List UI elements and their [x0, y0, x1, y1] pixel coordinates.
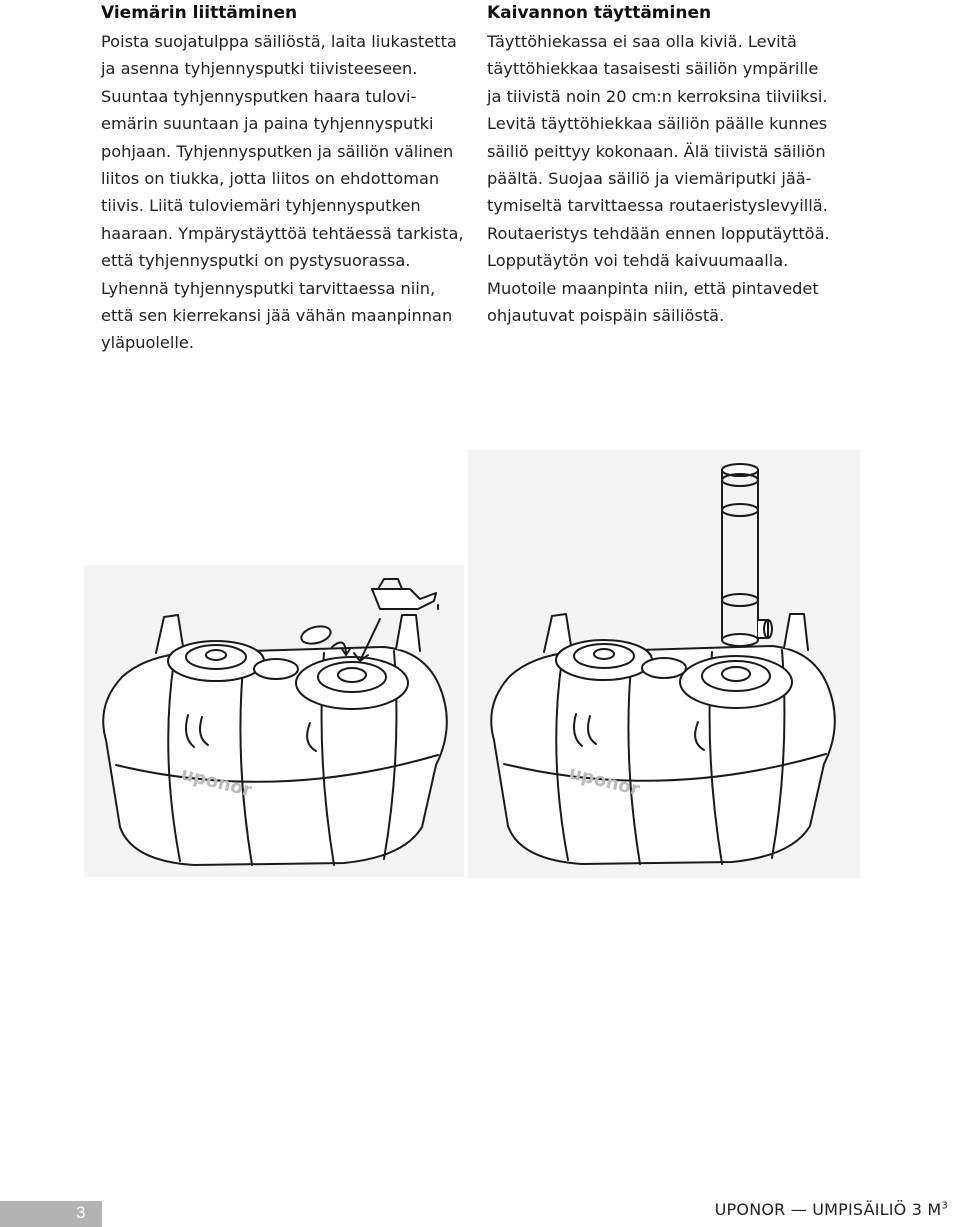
text-line: Levitä täyttöhiekkaa säiliön päälle kunnes [487, 114, 828, 134]
text-line: säiliö peittyy kokonaan. Älä tiivistä säiliön [487, 141, 826, 161]
page-number-bar [0, 1201, 102, 1227]
text-line: Poista suojatulppa säiliöstä, laita liukastetta [101, 32, 457, 51]
section-backfilling [487, 0, 927, 329]
text-line: emärin suuntaan ja paina tyhjennysputki [101, 114, 434, 134]
document-title-superscript: 3 [941, 1200, 948, 1212]
text-line: Routaeristys tehdään ennen lopputäyttöä. [487, 223, 830, 243]
section-heading: Viemärin liittäminen [101, 3, 298, 23]
text-line: tiivis. Liitä tuloviemäri tyhjennysputken [101, 196, 421, 216]
text-line: että sen kierrekansi jää vähän maanpinnan [101, 306, 453, 326]
text-line: Lopputäytön voi tehdä kaivuumaalla. [487, 251, 789, 271]
tank-brand-label: uponor [178, 763, 254, 802]
document-title [715, 1200, 948, 1219]
tank-brand-label: uponor [566, 762, 642, 801]
tank-lubrication-illustration [84, 565, 464, 877]
document-title-text: UPONOR — UMPISÄILIÖ 3 M [714, 1200, 942, 1219]
section-body [101, 28, 464, 357]
text-line: päältä. Suojaa säiliö ja viemäriputki jää- [487, 169, 812, 189]
text-line: Täyttöhiekassa ei saa olla kiviä. Levitä [487, 32, 797, 51]
section-body [487, 28, 927, 329]
text-line: ohjautuvat poispäin säiliöstä. [487, 306, 725, 326]
page-number: 3 [76, 1203, 86, 1222]
text-line: yläpuolelle. [101, 333, 194, 353]
tank-drain-pipe-illustration [468, 450, 860, 878]
text-line: Muotoile maanpinta niin, että pintavedet [487, 278, 819, 298]
text-line: tymiseltä tarvittaessa routaeristyslevyillä. [487, 196, 828, 216]
text-line: Suuntaa tyhjennysputken haara tulovi- [101, 86, 417, 106]
text-line: ja asenna tyhjennysputki tiivisteeseen. [101, 59, 418, 79]
text-line: haaraan. Ympärystäyttöä tehtäessä tarkista, [101, 223, 464, 243]
text-line: että tyhjennysputki on pystysuorassa. [101, 251, 411, 271]
text-line: liitos on tiukka, jotta liitos on ehdottoman [101, 169, 440, 189]
text-line: pohjaan. Tyhjennysputken ja säiliön välinen [101, 141, 454, 161]
text-line: ja tiivistä noin 20 cm:n kerroksina tiiviiksi. [487, 86, 828, 106]
text-line: täyttöhiekkaa tasaisesti säiliön ympärille [487, 59, 819, 79]
section-drain-connection [101, 0, 464, 357]
section-heading: Kaivannon täyttäminen [487, 3, 712, 23]
text-line: Lyhennä tyhjennysputki tarvittaessa niin, [101, 278, 436, 298]
